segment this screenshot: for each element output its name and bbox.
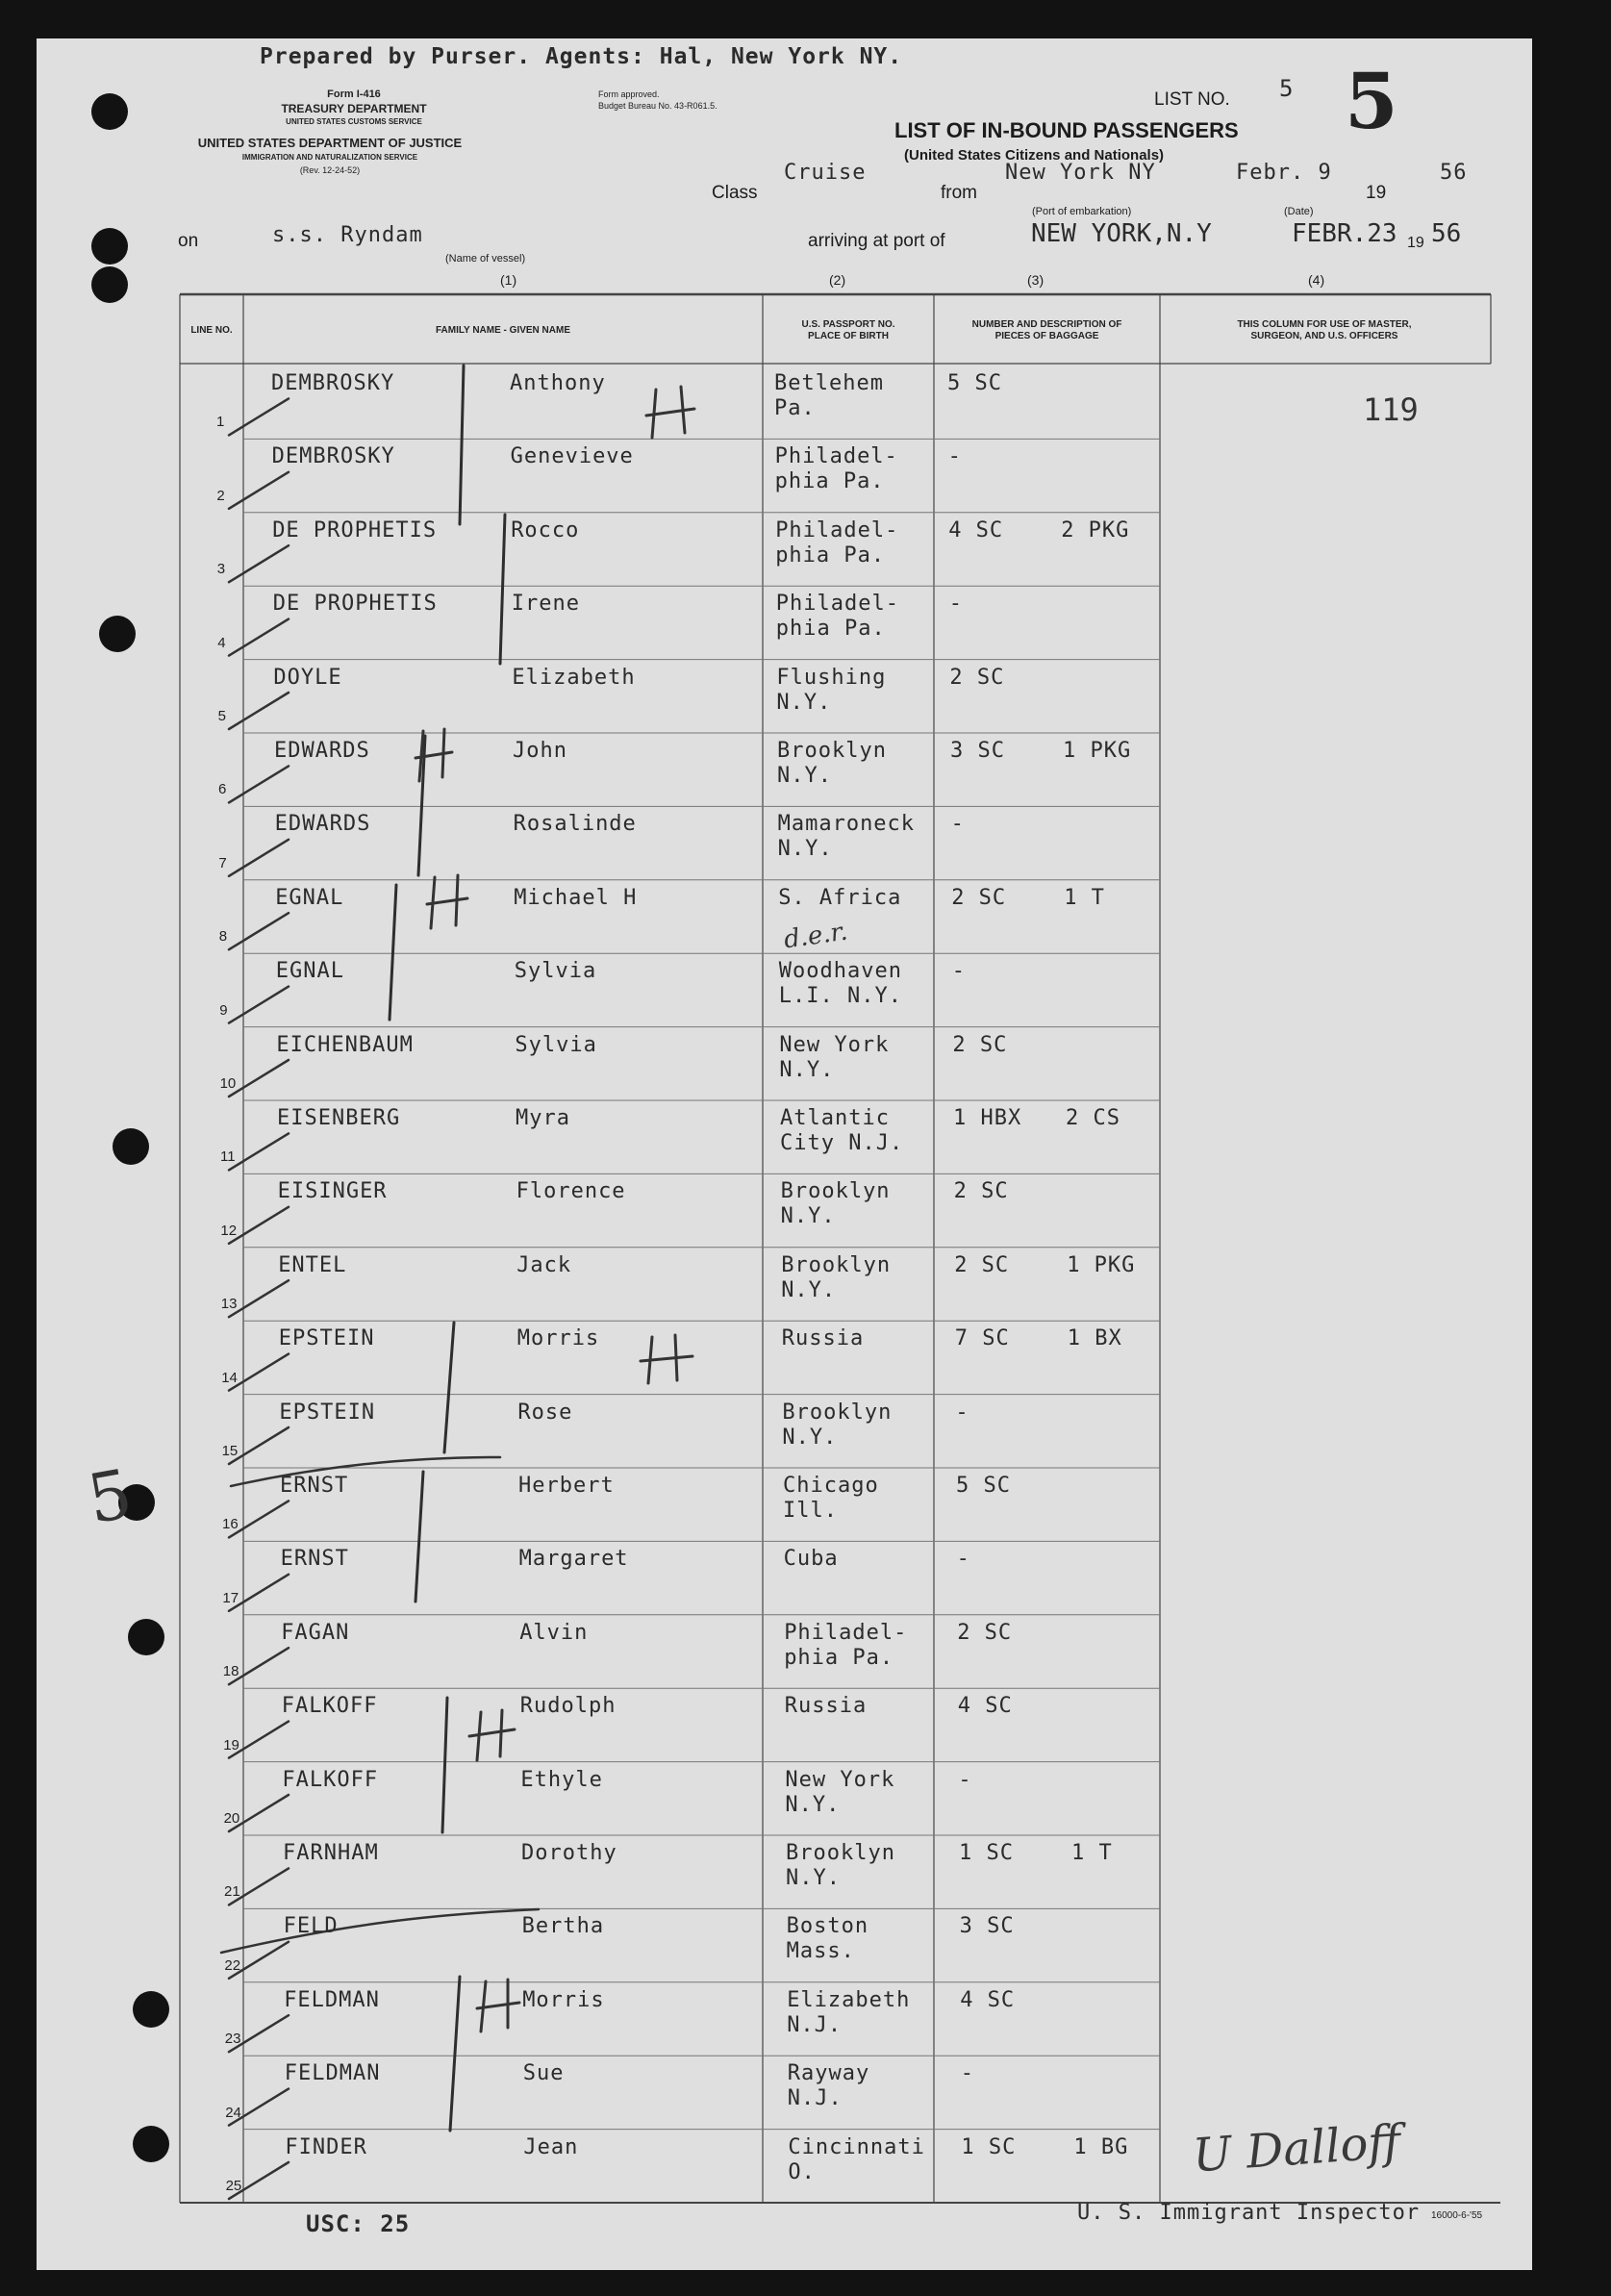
h-mark-icon xyxy=(646,387,694,438)
baggage-count: 1 SC xyxy=(961,2134,1017,2159)
check-mark xyxy=(229,1427,289,1464)
birthplace-line1: Betlehem xyxy=(774,371,884,395)
given-name: Michael H xyxy=(514,885,638,910)
row-number: 9 xyxy=(219,1001,228,1019)
birthplace-line2: phia Pa. xyxy=(775,617,886,642)
birthplace-line1: Brooklyn xyxy=(777,739,887,763)
family-bracket xyxy=(460,366,464,524)
birthplace-line1: Atlantic xyxy=(780,1106,890,1130)
birthplace-line2: N.Y. xyxy=(781,1277,837,1302)
baggage-count: - xyxy=(956,1547,970,1572)
revision: (Rev. 12-24-52) xyxy=(299,165,361,175)
baggage-count: 7 SC xyxy=(954,1326,1010,1351)
given-name: Rocco xyxy=(511,517,580,542)
baggage-count: - xyxy=(948,592,964,617)
class-value: Cruise xyxy=(784,161,867,185)
row-number: 2 xyxy=(216,487,225,504)
row-number: 23 xyxy=(224,2031,241,2048)
row-number: 6 xyxy=(218,781,227,798)
given-name: John xyxy=(513,739,567,763)
from-value: New York NY xyxy=(1005,161,1156,185)
h-mark-icon xyxy=(427,875,467,928)
check-mark xyxy=(229,619,289,656)
arrival-year-prefix: 19 xyxy=(1407,235,1424,251)
given-name: Genevieve xyxy=(510,444,634,469)
birthplace-line2: N.Y. xyxy=(776,690,832,715)
given-name: Jean xyxy=(523,2134,579,2159)
family-name: EICHENBAUM xyxy=(276,1032,414,1057)
family-name: DE PROPHETIS xyxy=(272,592,438,617)
arrival-date: FEBR.23 xyxy=(1292,219,1397,248)
check-mark xyxy=(229,1133,289,1170)
birthplace-line1: Brooklyn xyxy=(786,1841,895,1865)
family-name: FELD xyxy=(283,1914,339,1939)
on-label: on xyxy=(178,231,199,251)
from-label: from xyxy=(941,183,977,203)
given-name: Alvin xyxy=(519,1620,589,1645)
family-name: EDWARDS xyxy=(274,812,371,837)
check-mark xyxy=(229,472,289,509)
family-bracket xyxy=(442,1698,447,1832)
birthplace-line2: N.Y. xyxy=(777,764,832,788)
birthplace-line2: Ill. xyxy=(783,1499,838,1523)
list-number-big: 5 xyxy=(1345,56,1398,146)
family-name: ERNST xyxy=(280,1474,349,1498)
row-number: 3 xyxy=(216,561,226,578)
baggage-count: 4 SC xyxy=(948,517,1004,542)
birthplace-line1: Brooklyn xyxy=(782,1400,893,1425)
family-name: FARNHAM xyxy=(283,1841,379,1865)
inspector-label: U. S. Immigrant Inspector xyxy=(1077,2201,1421,2225)
treasury-dept: TREASURY DEPARTMENT xyxy=(281,102,427,115)
birthplace-line1: Russia xyxy=(781,1326,865,1351)
row-number: 24 xyxy=(225,2104,241,2121)
row-number: 16 xyxy=(222,1516,239,1533)
check-mark xyxy=(229,693,289,729)
birthplace-line1: Mamaroneck xyxy=(777,812,916,837)
birthplace-line2: phia Pa. xyxy=(775,542,886,568)
row-number: 8 xyxy=(218,928,228,946)
baggage-count: 1 SC xyxy=(959,1841,1014,1865)
birthplace-line2: N.Y. xyxy=(785,1792,841,1817)
list-number-typed: 5 xyxy=(1279,75,1295,102)
family-name: ERNST xyxy=(280,1547,349,1572)
col-header-name-text: FAMILY NAME - GIVEN NAME xyxy=(435,325,570,336)
baggage-extra: 2 CS xyxy=(1066,1106,1120,1130)
row-number: 19 xyxy=(223,1736,239,1754)
given-name: Anthony xyxy=(510,371,606,395)
year-prefix: 19 xyxy=(1366,183,1387,203)
birthplace-line1: Cuba xyxy=(783,1547,839,1572)
birthplace-line1: Philadel- xyxy=(775,592,900,617)
baggage-extra: 1 BG xyxy=(1073,2134,1129,2159)
birthplace-line2: N.Y. xyxy=(782,1425,838,1450)
col-header-passport-text: U.S. PASSPORT NO. PLACE OF BIRTH xyxy=(801,319,895,341)
col-header-baggage-text: NUMBER AND DESCRIPTION OF PIECES OF BAGGAGE xyxy=(971,319,1122,341)
birthplace-line2: L.I. N.Y. xyxy=(778,984,903,1009)
manifest-title: LIST OF IN-BOUND PASSENGERS xyxy=(894,118,1239,142)
customs-service: UNITED STATES CUSTOMS SERVICE xyxy=(286,117,422,126)
family-name: EPSTEIN xyxy=(279,1400,376,1425)
family-bracket xyxy=(390,885,396,1020)
margin-number: 5 xyxy=(82,1453,138,1540)
given-name: Rose xyxy=(517,1400,573,1425)
port-caption: (Port of embarkation) xyxy=(1032,206,1132,217)
family-name: EISENBERG xyxy=(277,1106,401,1130)
birthplace-line1: New York xyxy=(779,1032,890,1057)
vessel-name: s.s. Ryndam xyxy=(272,223,423,247)
family-name: FALKOFF xyxy=(281,1694,378,1719)
check-mark xyxy=(229,545,289,582)
birthplace-line1: Cincinnati xyxy=(788,2134,925,2159)
h-mark-icon xyxy=(641,1335,692,1383)
family-name: EGNAL xyxy=(275,885,344,910)
col-header-officers-text: THIS COLUMN FOR USE OF MASTER, SURGEON, AND U.S. OFFICERS xyxy=(1237,319,1412,341)
check-mark xyxy=(229,398,289,435)
baggage-count: - xyxy=(955,1400,969,1425)
birthplace-line1: Rayway xyxy=(787,2061,870,2086)
baggage-count: 5 SC xyxy=(947,371,1002,395)
given-name: Herbert xyxy=(518,1474,615,1498)
date-caption: (Date) xyxy=(1284,206,1314,217)
col-num-3: (3) xyxy=(1027,272,1045,288)
col-num-1: (1) xyxy=(500,272,517,288)
row-number: 21 xyxy=(224,1883,240,1901)
birthplace-line2: N.J. xyxy=(787,2086,843,2111)
family-bracket xyxy=(444,1323,454,1452)
family-name: DEMBROSKY xyxy=(271,444,395,469)
family-name: FAGAN xyxy=(281,1620,350,1645)
check-mark xyxy=(229,913,289,949)
family-bracket xyxy=(500,515,505,664)
birthplace-line2: N.Y. xyxy=(777,837,833,862)
prepared-by: Prepared by Purser. Agents: Hal, New York NY. xyxy=(260,44,903,69)
birthplace-line2: N.Y. xyxy=(786,1866,841,1890)
birthplace-line1: Philadel- xyxy=(775,517,899,542)
strike-line xyxy=(231,1457,500,1486)
vessel-caption: (Name of vessel) xyxy=(445,253,526,265)
birthplace-line1: Woodhaven xyxy=(778,959,903,984)
row-number: 11 xyxy=(220,1148,236,1166)
family-name: DOYLE xyxy=(273,665,342,690)
given-name: Elizabeth xyxy=(512,665,636,690)
row-number: 14 xyxy=(221,1369,238,1386)
family-name: EDWARDS xyxy=(274,739,370,763)
birthplace-line2: O. xyxy=(788,2159,816,2184)
baggage-extra: 2 PKG xyxy=(1061,517,1130,542)
birthplace-line2: phia Pa. xyxy=(784,1645,894,1670)
family-name: DEMBROSKY xyxy=(271,371,395,395)
family-bracket xyxy=(450,1977,460,2131)
baggage-extra: 1 PKG xyxy=(1063,739,1132,763)
row-number: 4 xyxy=(217,634,226,651)
family-name: FALKOFF xyxy=(282,1767,379,1792)
birthplace-line1: Boston xyxy=(786,1914,869,1939)
baggage-extra: 1 T xyxy=(1064,885,1105,910)
birthplace-line1: Brooklyn xyxy=(781,1252,892,1277)
given-name: Morris xyxy=(522,1987,605,2012)
baggage-count: 2 SC xyxy=(953,1179,1009,1204)
form-code: 16000-6-'55 xyxy=(1431,2210,1483,2221)
family-name: DE PROPHETIS xyxy=(272,517,438,542)
baggage-count: 3 SC xyxy=(959,1914,1015,1939)
baggage-count: 2 SC xyxy=(952,1032,1008,1057)
form-number: Form I-416 xyxy=(327,88,381,100)
baggage-count: 2 SC xyxy=(949,665,1005,690)
row-number: 20 xyxy=(223,1810,240,1827)
given-name: Irene xyxy=(511,592,581,617)
given-name: Sylvia xyxy=(514,959,597,984)
given-name: Jack xyxy=(516,1252,572,1277)
baggage-count: 2 SC xyxy=(954,1252,1010,1277)
family-name: EPSTEIN xyxy=(278,1326,375,1351)
birthplace-line2: City N.J. xyxy=(780,1131,904,1155)
arriving-label: arriving at port of xyxy=(808,231,945,251)
family-name: ENTEL xyxy=(278,1252,347,1277)
row-number: 12 xyxy=(220,1222,238,1239)
family-name: FELDMAN xyxy=(284,1987,380,2012)
inspector-signature: U Dalloff xyxy=(1191,2114,1403,2183)
birthplace-line2: Pa. xyxy=(774,396,816,420)
check-mark xyxy=(229,1354,289,1391)
birthplace-line2: N.J. xyxy=(787,2012,843,2037)
given-name: Morris xyxy=(516,1326,600,1351)
given-name: Sue xyxy=(522,2061,565,2086)
birthplace-line2: phia Pa. xyxy=(774,469,885,494)
row-number: 25 xyxy=(225,2178,242,2194)
birthplace-line1: S. Africa xyxy=(778,885,902,910)
row-number: 1 xyxy=(216,414,225,431)
birthplace-line1: Philadel- xyxy=(784,1620,908,1645)
baggage-count: 2 SC xyxy=(957,1620,1013,1645)
year-value: 56 xyxy=(1440,161,1468,185)
initials-mark: d.e.r. xyxy=(782,917,850,955)
given-name: Margaret xyxy=(518,1547,629,1572)
given-name: Ethyle xyxy=(520,1767,603,1792)
family-name: EGNAL xyxy=(275,959,345,984)
baggage-count: - xyxy=(958,1767,972,1792)
baggage-count: - xyxy=(951,959,967,984)
birthplace-line1: Russia xyxy=(784,1694,868,1719)
family-name: FELDMAN xyxy=(284,2061,381,2086)
check-mark xyxy=(229,1060,289,1097)
check-mark xyxy=(229,987,289,1023)
birthplace-line1: Brooklyn xyxy=(780,1179,891,1204)
family-bracket xyxy=(415,1472,423,1602)
col-num-4: (4) xyxy=(1308,272,1325,288)
given-name: Rudolph xyxy=(519,1694,617,1719)
departure-date: Febr. 9 xyxy=(1236,161,1332,185)
baggage-count: 5 SC xyxy=(956,1474,1011,1498)
baggage-count: 1 HBX xyxy=(953,1106,1022,1130)
given-name: Myra xyxy=(516,1106,570,1130)
row-number: 5 xyxy=(217,708,226,724)
baggage-count: 2 SC xyxy=(951,885,1007,910)
row-number: 17 xyxy=(222,1589,239,1606)
birthplace-line2: N.Y. xyxy=(780,1204,836,1229)
row-number: 22 xyxy=(224,1956,241,1974)
form-approved: Form approved. xyxy=(598,89,660,99)
baggage-count: 4 SC xyxy=(957,1694,1013,1719)
check-mark xyxy=(229,1280,289,1317)
budget-bureau: Budget Bureau No. 43-R061.5. xyxy=(598,101,717,111)
given-name: Sylvia xyxy=(515,1032,597,1057)
check-mark xyxy=(229,1207,289,1244)
check-mark xyxy=(229,766,289,802)
given-name: Dorothy xyxy=(521,1841,617,1865)
arrival-year: 56 xyxy=(1431,219,1462,248)
baggage-count: 4 SC xyxy=(960,1987,1016,2012)
class-label: Class xyxy=(712,183,758,203)
given-name: Florence xyxy=(516,1179,626,1204)
baggage-extra: 1 PKG xyxy=(1067,1252,1136,1277)
birthplace-line1: Elizabeth xyxy=(787,1987,911,2012)
list-label: LIST NO. xyxy=(1154,89,1230,110)
page-count: 119 xyxy=(1363,391,1419,428)
birthplace-line1: New York xyxy=(785,1767,895,1792)
check-mark xyxy=(229,840,289,876)
baggage-count: - xyxy=(960,2061,975,2086)
row-number: 18 xyxy=(222,1663,239,1680)
h-mark-icon xyxy=(477,1980,519,2031)
col-num-2: (2) xyxy=(829,272,846,288)
birthplace-line2: Mass. xyxy=(786,1939,855,1964)
col-header-line-text: LINE NO. xyxy=(190,325,233,336)
row-number: 13 xyxy=(220,1296,238,1313)
arrival-port: NEW YORK,N.Y xyxy=(1031,219,1212,248)
birthplace-line1: Chicago xyxy=(783,1474,879,1498)
family-name: EISINGER xyxy=(277,1179,388,1204)
row-number: 10 xyxy=(219,1075,237,1092)
ins-service: IMMIGRATION AND NATURALIZATION SERVICE xyxy=(241,153,418,162)
row-number: 15 xyxy=(221,1443,239,1459)
baggage-extra: 1 BX xyxy=(1067,1326,1122,1351)
row-number: 7 xyxy=(218,854,227,871)
given-name: Rosalinde xyxy=(513,812,637,837)
justice-dept: UNITED STATES DEPARTMENT OF JUSTICE xyxy=(197,136,463,150)
manifest-subtitle: (United States Citizens and Nationals) xyxy=(904,147,1165,164)
strike-line xyxy=(221,1909,539,1953)
baggage-count: - xyxy=(947,444,962,469)
birthplace-line1: Philadel- xyxy=(774,444,898,469)
family-name: FINDER xyxy=(285,2134,367,2159)
baggage-count: 3 SC xyxy=(950,739,1005,763)
given-name: Bertha xyxy=(521,1914,605,1939)
birthplace-line1: Flushing xyxy=(776,665,887,690)
baggage-extra: 1 T xyxy=(1071,1841,1113,1865)
h-mark-icon xyxy=(415,729,452,781)
h-mark-icon xyxy=(469,1710,515,1760)
usc-count: USC: 25 xyxy=(306,2210,411,2237)
baggage-count: - xyxy=(950,812,965,837)
birthplace-line2: N.Y. xyxy=(779,1057,835,1082)
